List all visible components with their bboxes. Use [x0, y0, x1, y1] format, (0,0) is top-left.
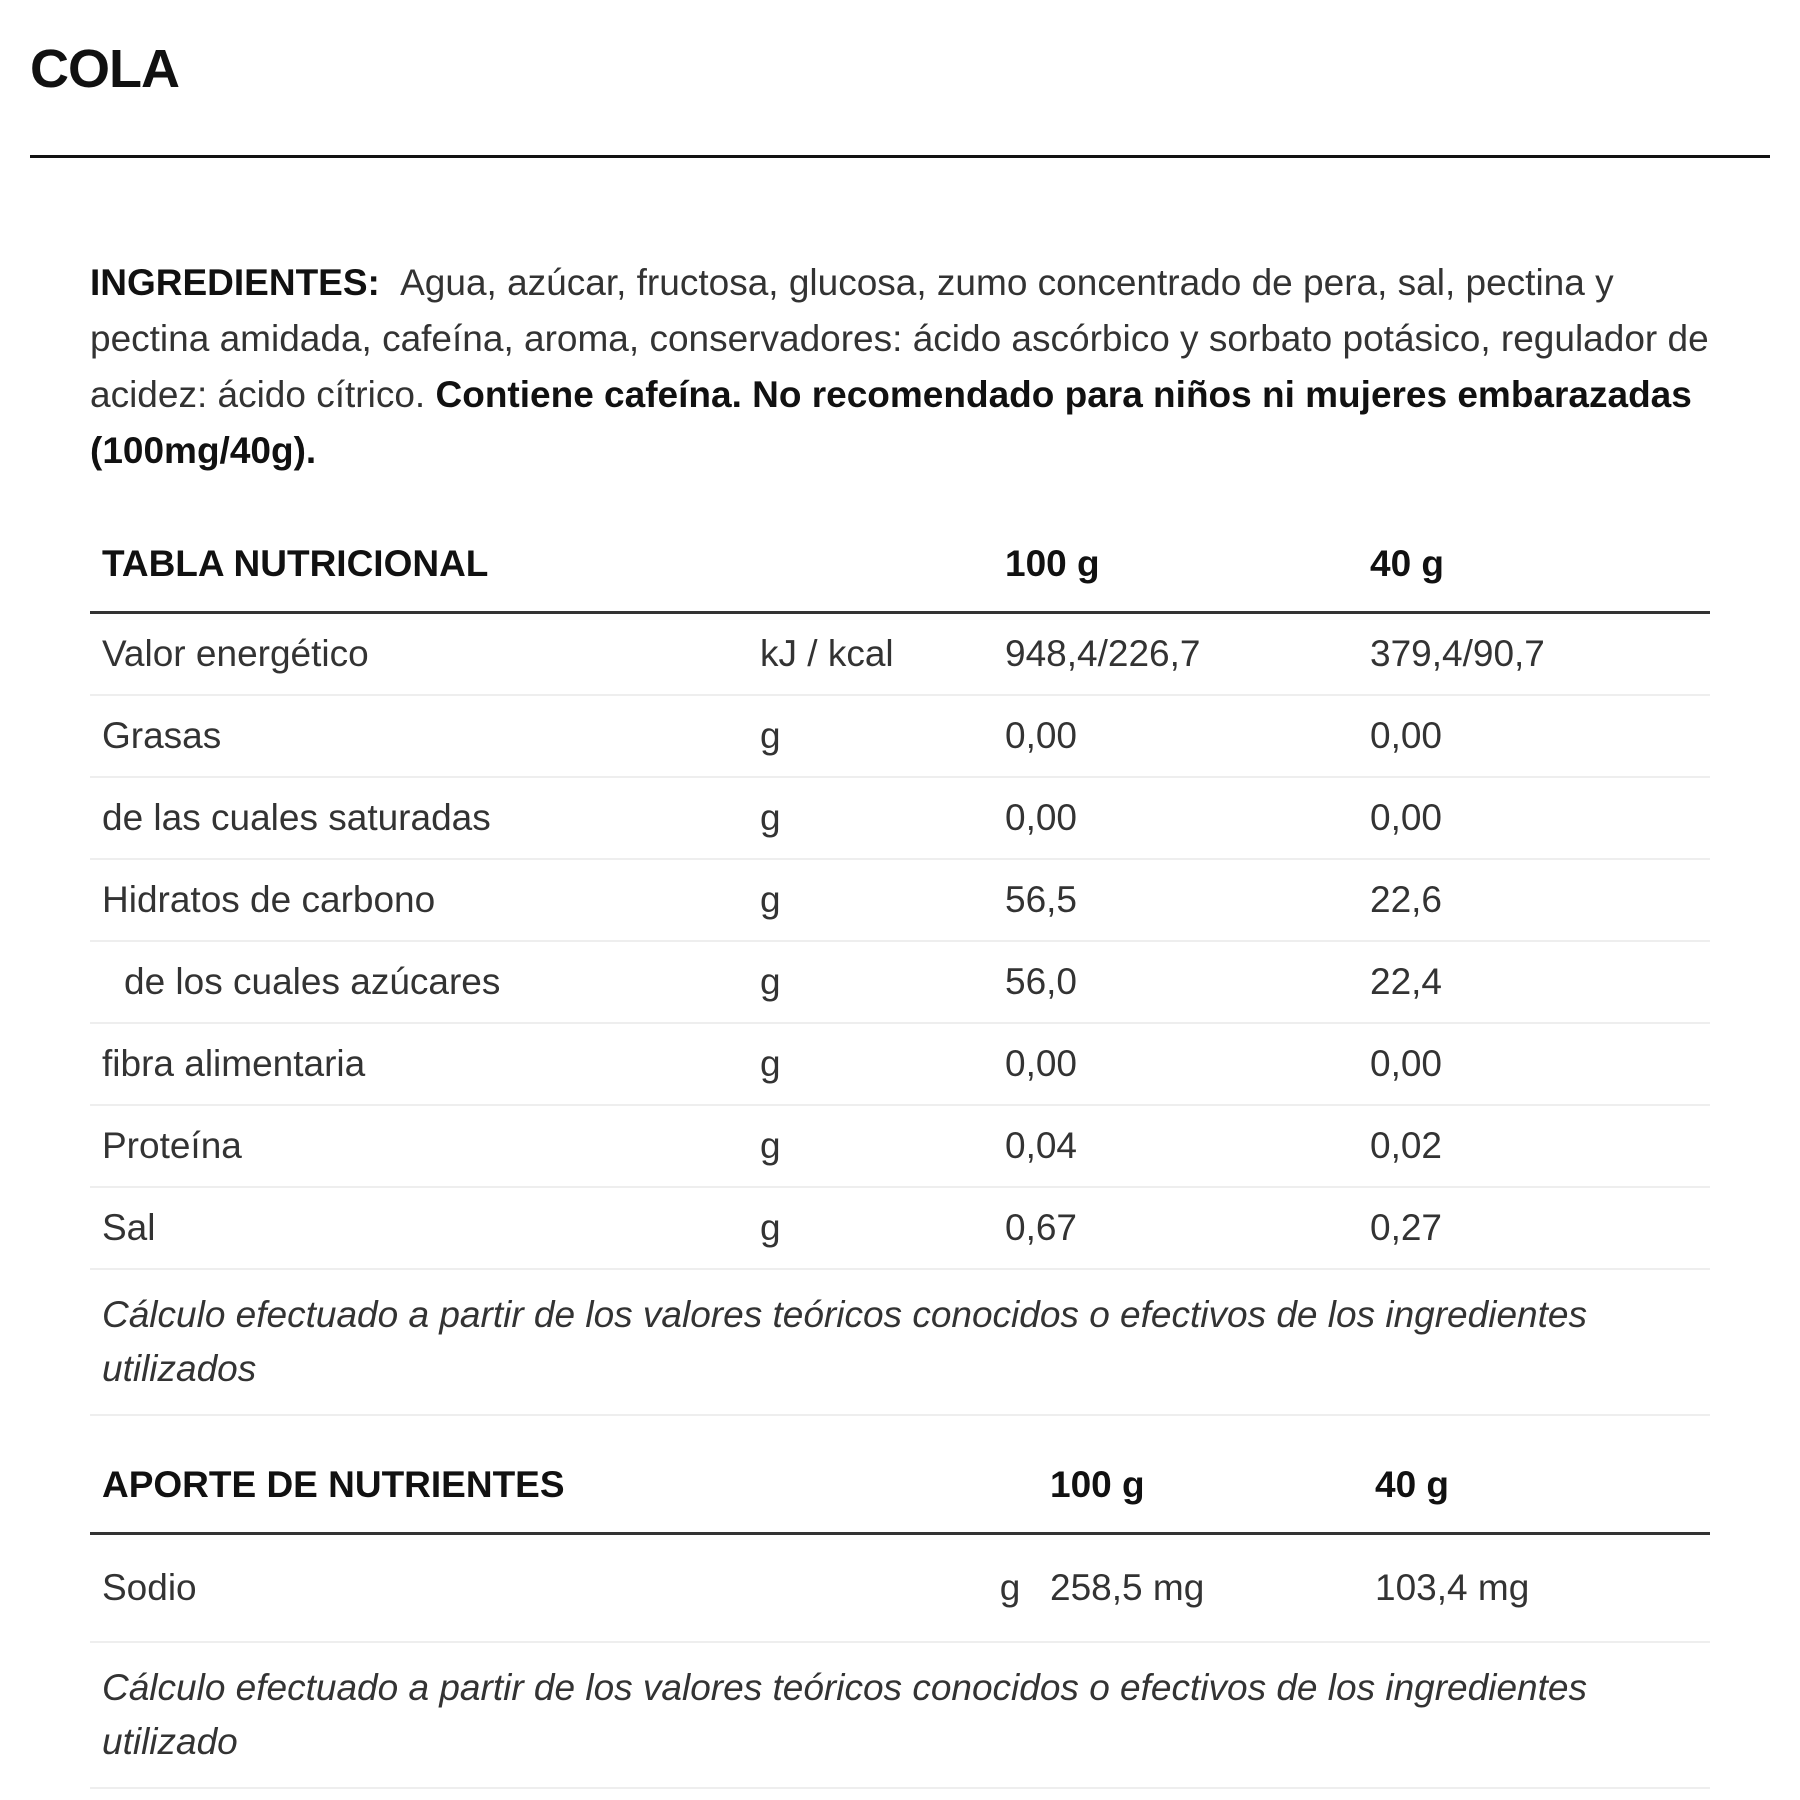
row-unit: g	[760, 1125, 781, 1166]
nutrient-contribution-header	[90, 1438, 1710, 1535]
row-value-100g: 0,00	[1005, 797, 1078, 838]
row-name: Proteína	[102, 1125, 242, 1166]
row-unit: g	[760, 1207, 781, 1248]
row-value-40g: 0,00	[1370, 1043, 1443, 1084]
row-unit: g	[760, 1043, 781, 1084]
product-info	[90, 255, 1710, 1789]
row-value-100g: 0,04	[1005, 1125, 1078, 1166]
nutrition-table	[90, 517, 1710, 1416]
nutrient-contribution-note: Cálculo efectuado a partir de los valores teóricos conocidos o efectivos de los ingredientes utilizado	[90, 1643, 1710, 1789]
row-value-40g: 22,4	[1370, 961, 1443, 1002]
ingredients-paragraph	[90, 255, 1710, 479]
table-row	[90, 860, 1710, 942]
row-value-100g: 0,00	[1005, 715, 1078, 756]
header-col-100g: 100 g	[1050, 1464, 1145, 1505]
nutrient-contribution-table	[90, 1438, 1710, 1789]
caffeine-warning: Contiene cafeína. No recomendado para niños ni mujeres embarazadas (100mg/40g).	[90, 374, 1692, 471]
row-unit: g	[760, 879, 781, 920]
row-value-40g: 103,4 mg	[1375, 1567, 1530, 1608]
table-row	[90, 1024, 1710, 1106]
row-value-100g: 258,5 mg	[1050, 1567, 1205, 1608]
row-name: Valor energético	[102, 633, 369, 674]
table-row	[90, 614, 1710, 696]
title-divider	[30, 155, 1770, 158]
table-row	[90, 1188, 1710, 1270]
header-col-40g: 40 g	[1375, 1464, 1450, 1505]
row-unit: g	[999, 1567, 1021, 1608]
row-value-40g: 0,27	[1370, 1207, 1443, 1248]
row-value-100g: 948,4/226,7	[1005, 633, 1201, 674]
nutrition-table-note: Cálculo efectuado a partir de los valores teóricos conocidos o efectivos de los ingredientes utilizados	[90, 1270, 1710, 1416]
product-title: COLA	[30, 39, 179, 99]
row-value-100g: 56,5	[1005, 879, 1078, 920]
table-row	[90, 1535, 1710, 1643]
row-name: Sal	[102, 1207, 156, 1248]
row-name: Grasas	[102, 715, 222, 756]
nutrient-contribution-title: APORTE DE NUTRIENTES	[102, 1464, 565, 1505]
table-row	[90, 942, 1710, 1024]
row-value-40g: 0,00	[1370, 715, 1443, 756]
row-value-100g: 0,67	[1005, 1207, 1078, 1248]
row-name: Hidratos de carbono	[102, 879, 436, 920]
header-col-100g: 100 g	[1005, 543, 1100, 584]
row-name: de las cuales saturadas	[102, 797, 491, 838]
ingredients-text: Agua, azúcar, fructosa, glucosa, zumo concentrado de pera, sal, pectina y pectina amidada, cafeína, aroma, conservadores: ácido ascórbico y sorbato potásico, regulador de acidez: ácido cítrico.	[90, 262, 1709, 415]
row-value-40g: 379,4/90,7	[1370, 633, 1545, 674]
row-name: Sodio	[102, 1567, 197, 1608]
row-unit: kJ / kcal	[760, 633, 894, 674]
row-unit: g	[760, 715, 781, 756]
row-unit: g	[760, 797, 781, 838]
row-value-100g: 56,0	[1005, 961, 1078, 1002]
row-value-40g: 0,02	[1370, 1125, 1443, 1166]
ingredients-label: INGREDIENTES:	[90, 262, 380, 303]
row-name: de los cuales azúcares	[124, 961, 501, 1002]
table-row	[90, 696, 1710, 778]
header-col-40g: 40 g	[1370, 543, 1445, 584]
table-row	[90, 778, 1710, 860]
nutrition-table-title: TABLA NUTRICIONAL	[102, 543, 489, 584]
row-value-100g: 0,00	[1005, 1043, 1078, 1084]
row-value-40g: 22,6	[1370, 879, 1443, 920]
row-unit: g	[760, 961, 781, 1002]
row-name: fibra alimentaria	[102, 1043, 366, 1084]
nutrition-table-header	[90, 517, 1710, 614]
row-value-40g: 0,00	[1370, 797, 1443, 838]
table-row	[90, 1106, 1710, 1188]
